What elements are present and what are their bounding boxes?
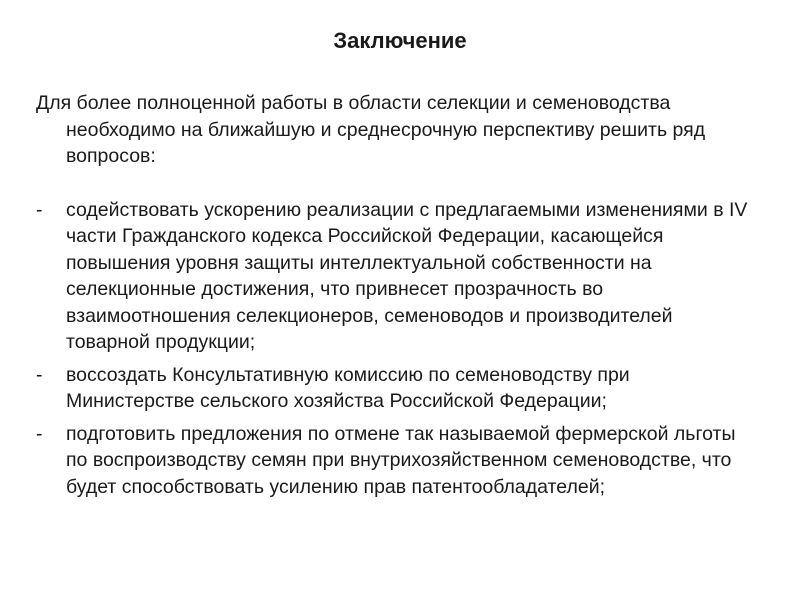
bullet-item	[36, 362, 756, 415]
bullet-dash: -	[36, 363, 43, 386]
bullet-list	[36, 197, 756, 501]
bullet-dash: -	[36, 198, 43, 221]
slide-body	[36, 90, 756, 506]
bullet-item	[36, 197, 756, 356]
intro-paragraph: Для более полноценной работы в области селекции и семеноводства необходимо на ближайшую и среднесрочную перспективу решить ряд вопросов:	[36, 92, 706, 167]
bullet-item	[36, 421, 756, 501]
bullet-text: подготовить предложения по отмене так называемой фермерской льготы по воспроизводству семян при внутрихозяйственном семеноводстве, что будет способствовать усилению прав патентообладателей;	[66, 422, 736, 498]
bullet-text: воссоздать Консультативную комиссию по семеноводству при Министерстве сельского хозяйства Российской Федерации;	[66, 363, 630, 412]
slide-title: Заключение	[333, 28, 467, 53]
bullet-text: содействовать ускорению реализации с предлагаемыми изменениями в IV части Гражданского кодекса Российской Федерации, касающейся повышения уровня защиты интеллектуальной собственности на селекционные достижения, что привнесет прозрачность во взаимоотношения селекционеров, семеноводов и производителей товарной продукции;	[66, 198, 748, 353]
bullet-dash: -	[36, 422, 43, 445]
